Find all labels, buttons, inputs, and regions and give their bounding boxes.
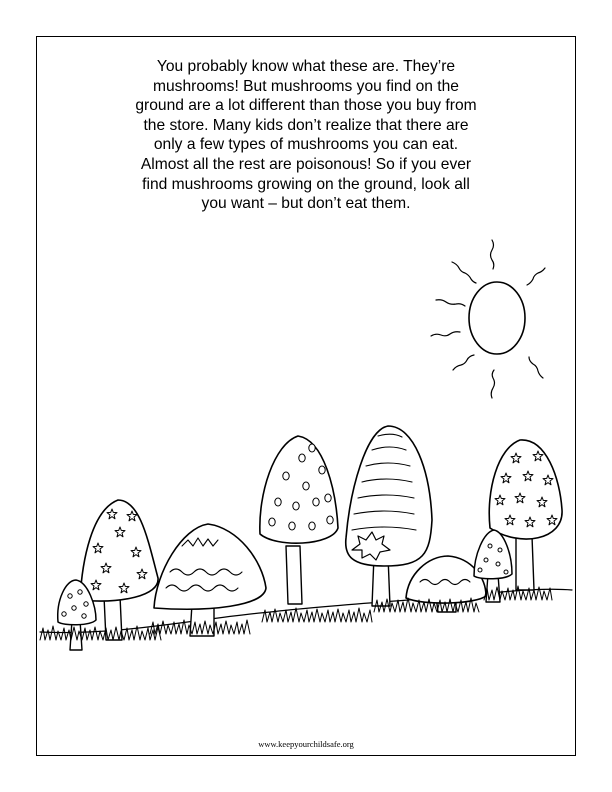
intro-line: only a few types of mushrooms you can eat. [153,136,459,154]
intro-line: ground are a lot different than those you buy from [135,97,477,115]
sun-icon [431,240,545,398]
intro-line: Almost all the rest are poisonous! So if you ever [140,155,472,173]
intro-line: mushrooms! But mushrooms you find on the [153,77,459,95]
intro-line: the store. Many kids don’t realize that there are [143,116,469,134]
mushroom-icon [260,436,338,604]
intro-line: you want – but don’t eat them. [201,195,411,213]
mushroom-icon [154,524,266,636]
footer-url[interactable]: www.keepyourchildsafe.org [258,739,354,749]
intro-line: You probably know what these are. They’re [156,58,456,75]
intro-line: find mushrooms growing on the ground, look all [142,175,470,193]
